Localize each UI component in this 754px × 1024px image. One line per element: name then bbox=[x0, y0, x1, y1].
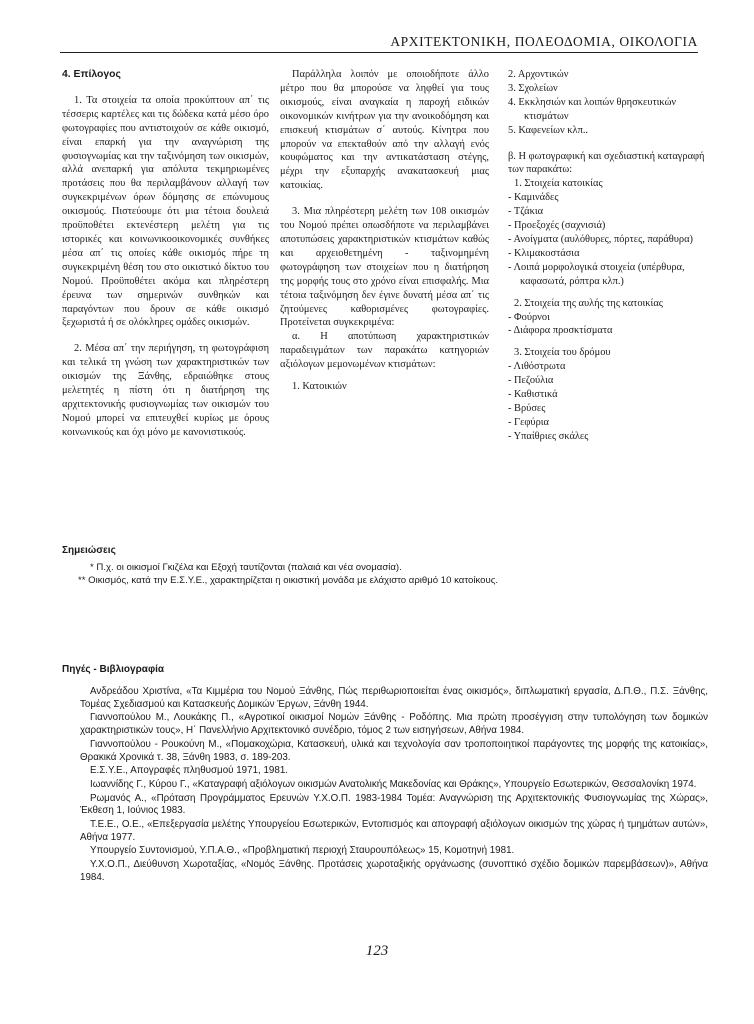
reference-item: Τ.Ε.Ε., Ο.Ε., «Επεξεργασία μελέτης Υπουργείου Εσωτερικών, Εντοπισμός και απογραφή αξιόλογων οικισμών της χώρας ή τμημάτων αυτών», Αθήνα 1977. bbox=[80, 819, 708, 843]
section-title: 4. Επίλογος bbox=[62, 69, 121, 80]
list-item: - Υπαίθριες σκάλες bbox=[508, 430, 589, 442]
note-1: * Π.χ. οι οικισμοί Γκιζέλα και Εξοχή ταυτίζονται (παλαιά και νέα ονομασία). bbox=[90, 562, 402, 573]
list-a-part2 bbox=[508, 68, 713, 138]
reference-item: Ιωαννίδης Γ., Κύρου Γ., «Καταγραφή αξιόλογων οικισμών Ανατολικής Μακεδονίας και Θράκης», Υπουργείο Εσωτερικών, Θεσσαλονίκη 1974. bbox=[90, 778, 697, 790]
list-item: - Καθιστικά bbox=[508, 389, 558, 401]
column-1 bbox=[62, 68, 269, 440]
running-header: ΑΡΧΙΤΕΚΤΟΝΙΚΗ, ΠΟΛΕΟΔΟΜΙΑ, ΟΙΚΟΛΟΓΙΑ bbox=[390, 34, 698, 49]
reference-item: Γιαννοπούλου Μ., Λουκάκης Π., «Αγροτικοί οικισμοί Νομών Ξάνθης - Ροδόπης. Μια πρώτη προσέγγιση στην τυπολόγηση των δομικών χαρακτηριστικών τους», Η΄ Πανελλήνιο Αρχιτεκτονικό συνέδριο, τόμος 2 των εισηγήσεων, Αθήνα 1984. bbox=[80, 712, 708, 737]
list-item: - Φούρνοι bbox=[508, 311, 550, 323]
notes bbox=[62, 561, 702, 587]
header-rule bbox=[60, 52, 698, 53]
reference-item: Ρωμανός Α., «Πρόταση Προγράμματος Ερευνών Υ.Χ.Ο.Π. 1983-1984 Τομέα: Αναγνώριση της Αρχιτεκτονικής Φυσιογνωμίας της Χώρας», Έκθεση 1, Ιούνιος 1983. bbox=[80, 792, 708, 817]
reference-item: Ε.Σ.Υ.Ε., Απογραφές πληθυσμού 1971, 1981. bbox=[90, 765, 288, 777]
list-item: - Βρύσες bbox=[508, 402, 546, 414]
paragraph-2: 2. Μέσα απ΄ την περιήγηση, τη φωτογράφιση και τελικά τη γνώση των χαρακτηριστικών των οικισμών της Ξάνθης, εδραιώθηκε στους μελετητές η πίστη ότι η διατήρηση της αρχιτεκτονικής φυσιογνωμίας των οικισμών του Νομού μπορεί να επιτευχθεί κυρίως με όρους κοινωνικούς και όχι μόνο με κανονιστικούς. bbox=[62, 343, 269, 438]
group-3 bbox=[508, 346, 713, 443]
reference-list bbox=[80, 686, 708, 886]
reference-item: Ανδρεάδου Χριστίνα, «Τα Κιμμέρια του Νομού Ξάνθης, Πώς περιθωριοποιείται ένας οικισμός», διπλωματική εργασία, Δ.Π.Θ., Π.Σ. Ξάνθης, Τομέας Σχεδιασμού και Κατασκευής Δομικών Έργων, Ξάνθη 1944. bbox=[80, 686, 708, 710]
column-2 bbox=[280, 68, 489, 394]
note-2: ** Οικισμός, κατά την Ε.Σ.Υ.Ε., χαρακτηρίζεται η οικιστική μονάδα με ελάχιστο αριθμό 10 κατοίκους. bbox=[78, 575, 499, 586]
paragraph-1: 1. Τα στοιχεία τα οποία προκύπτουν απ΄ τις τέσσερις καρτέλες και τις δώδεκα κατά μέσο όρο φωτογραφίες που αντιστοιχούν σε κάθε οικισμό, είναι επαρκή για την αναγνώριση της φυσιογνωμίας και την ταξινόμηση των οικισμών, αλλά ανεπαρκή για απόλυτα τεκμηριωμένες προτάσεις που θα περιλαμβάνουν αλλαγή των συγκεκριμένων όρων δόμησης σε επώνυμους οικισμούς. Πιστεύουμε ότι μια τέτοια δουλειά προϋποθέτει εκτενέστερη μελέτη για τις ιστορικές και κοινωνικοοικονομικές συνθήκες μέσα απ΄ τις οποίες κάθε οικισμός πήρε τη συγκεκριμένη θέση του στο οικιστικό δίκτυο του Νομού. Προϋποθέτει ακόμα και πληρέστερη έρευνα των σημερινών συνθηκών και παραγόντων που δρουν σε κάθε οικισμό ξεχωριστά ή σε ολόκληρες ομάδες οικισμών. bbox=[62, 94, 269, 329]
list-item: - Ανοίγματα (αυλόθυρες, πόρτες, παράθυρα) bbox=[508, 233, 693, 245]
list-item: - Κλιμακοστάσια bbox=[508, 247, 580, 259]
paragraph-3a: α. Η αποτύπωση χαρακτηριστικών παραδειγμάτων των παρακάτω κατηγοριών αξιόλογων μεμονωμένων κτισμάτων: bbox=[280, 331, 489, 371]
list-item: - Πεζούλια bbox=[508, 375, 554, 387]
list-item: 4. Εκκλησιών και λοιπών θρησκευτικών κτισμάτων bbox=[508, 96, 677, 122]
group-title: 2. Στοιχεία της αυλής της κατοικίας bbox=[514, 297, 663, 309]
list-item: - Λιθόστρωτα bbox=[508, 361, 566, 373]
list-item: - Διάφορα προσκτίσματα bbox=[508, 325, 613, 337]
list-item: 2. Αρχοντικών bbox=[508, 69, 569, 80]
paragraph-2b: Παράλληλα λοιπόν με οποιοδήποτε άλλο μέτρο που θα μπορούσε να ληφθεί για τους οικισμούς, είναι αναγκαία η παροχή ειδικών οικονομικών κινήτρων για την ανοικοδόμηση και επισκευή κτισμάτων σ΄ αυτούς. Κίνητρα που μπορούν να επεκταθούν από την αλλαγή ενός κουφώματος και την αντικατάσταση στέγης, μέχρι την εξυπαρχής ανακατασκευή μιας κατοικίας. bbox=[280, 69, 489, 192]
page-number: 123 bbox=[365, 943, 389, 959]
reference-item: Υπουργείο Συντονισμού, Υ.Π.Α.Θ., «Προβληματική περιοχή Σταυρουπόλεως» 15, Κομοτηνή 1981. bbox=[90, 845, 515, 857]
reference-item: Γιαννοπούλου - Ρουκούνη Μ., «Πομακοχώρια, Κατασκευή, υλικά και τεχνολογία σαν τροποποιητικοί παράγοντες της μορφής της κατοικίας», Θρακικά Χρονικά τ. 38, Ξάνθη 1983, σ. 189-203. bbox=[80, 738, 708, 763]
sources-title: Πηγές - Βιβλιογραφία bbox=[62, 664, 165, 675]
list-item: - Τζάκια bbox=[508, 206, 544, 218]
list-item: - Λοιπά μορφολογικά στοιχεία (υπέρθυρα, καφασωτά, ρόπτρα κλπ.) bbox=[508, 261, 685, 287]
group-1 bbox=[508, 177, 713, 288]
list-item: 3. Σχολείων bbox=[508, 82, 558, 94]
notes-title: Σημειώσεις bbox=[62, 545, 116, 556]
column-3 bbox=[508, 68, 713, 444]
group-title: 3. Στοιχεία του δρόμου bbox=[514, 347, 611, 359]
reference-item: Υ.Χ.Ο.Π., Διεύθυνση Χωροταξίας, «Νομός Ξάνθης. Προτάσεις χωροταξικής οργάνωσης (συνοπτικό σχέδιο δομικών παρεμβάσεων)», Αθήνα 1984. bbox=[80, 859, 708, 883]
group-title: 1. Στοιχεία κατοικίας bbox=[514, 178, 603, 190]
paragraph-3: 3. Μια πληρέστερη μελέτη των 108 οικισμών του Νομού πρέπει οπωσδήποτε να περιλαμβάνει αποτυπώσεις χαρακτηριστικών κτισμάτων καθώς και αρχειοθετημένη - ταξινομημένη φωτογράφηση των στοιχείων που η διατήρηση της μορφής τους στο χρόνο είναι επισφαλής. Μια τέτοια ταξινόμηση δεν έγινε δυνατή μέσα απ΄ τις ζητούμενες καθορισμένες φωτογραφίες. Προτείνεται συγκεκριμένα: bbox=[280, 206, 489, 329]
list-item: - Γεφύρια bbox=[508, 416, 549, 428]
list-a-part1 bbox=[280, 380, 489, 394]
list-item: - Προεξοχές (σαχνισιά) bbox=[508, 220, 606, 232]
group-2 bbox=[508, 297, 713, 339]
paragraph-3b: β. Η φωτογραφική και σχεδιαστική καταγραφή των παρακάτω: bbox=[508, 150, 705, 176]
list-item: 1. Κατοικιών bbox=[292, 381, 347, 393]
list-item: 5. Καφενείων κλπ.. bbox=[508, 124, 589, 136]
list-item: - Καμινάδες bbox=[508, 192, 559, 204]
